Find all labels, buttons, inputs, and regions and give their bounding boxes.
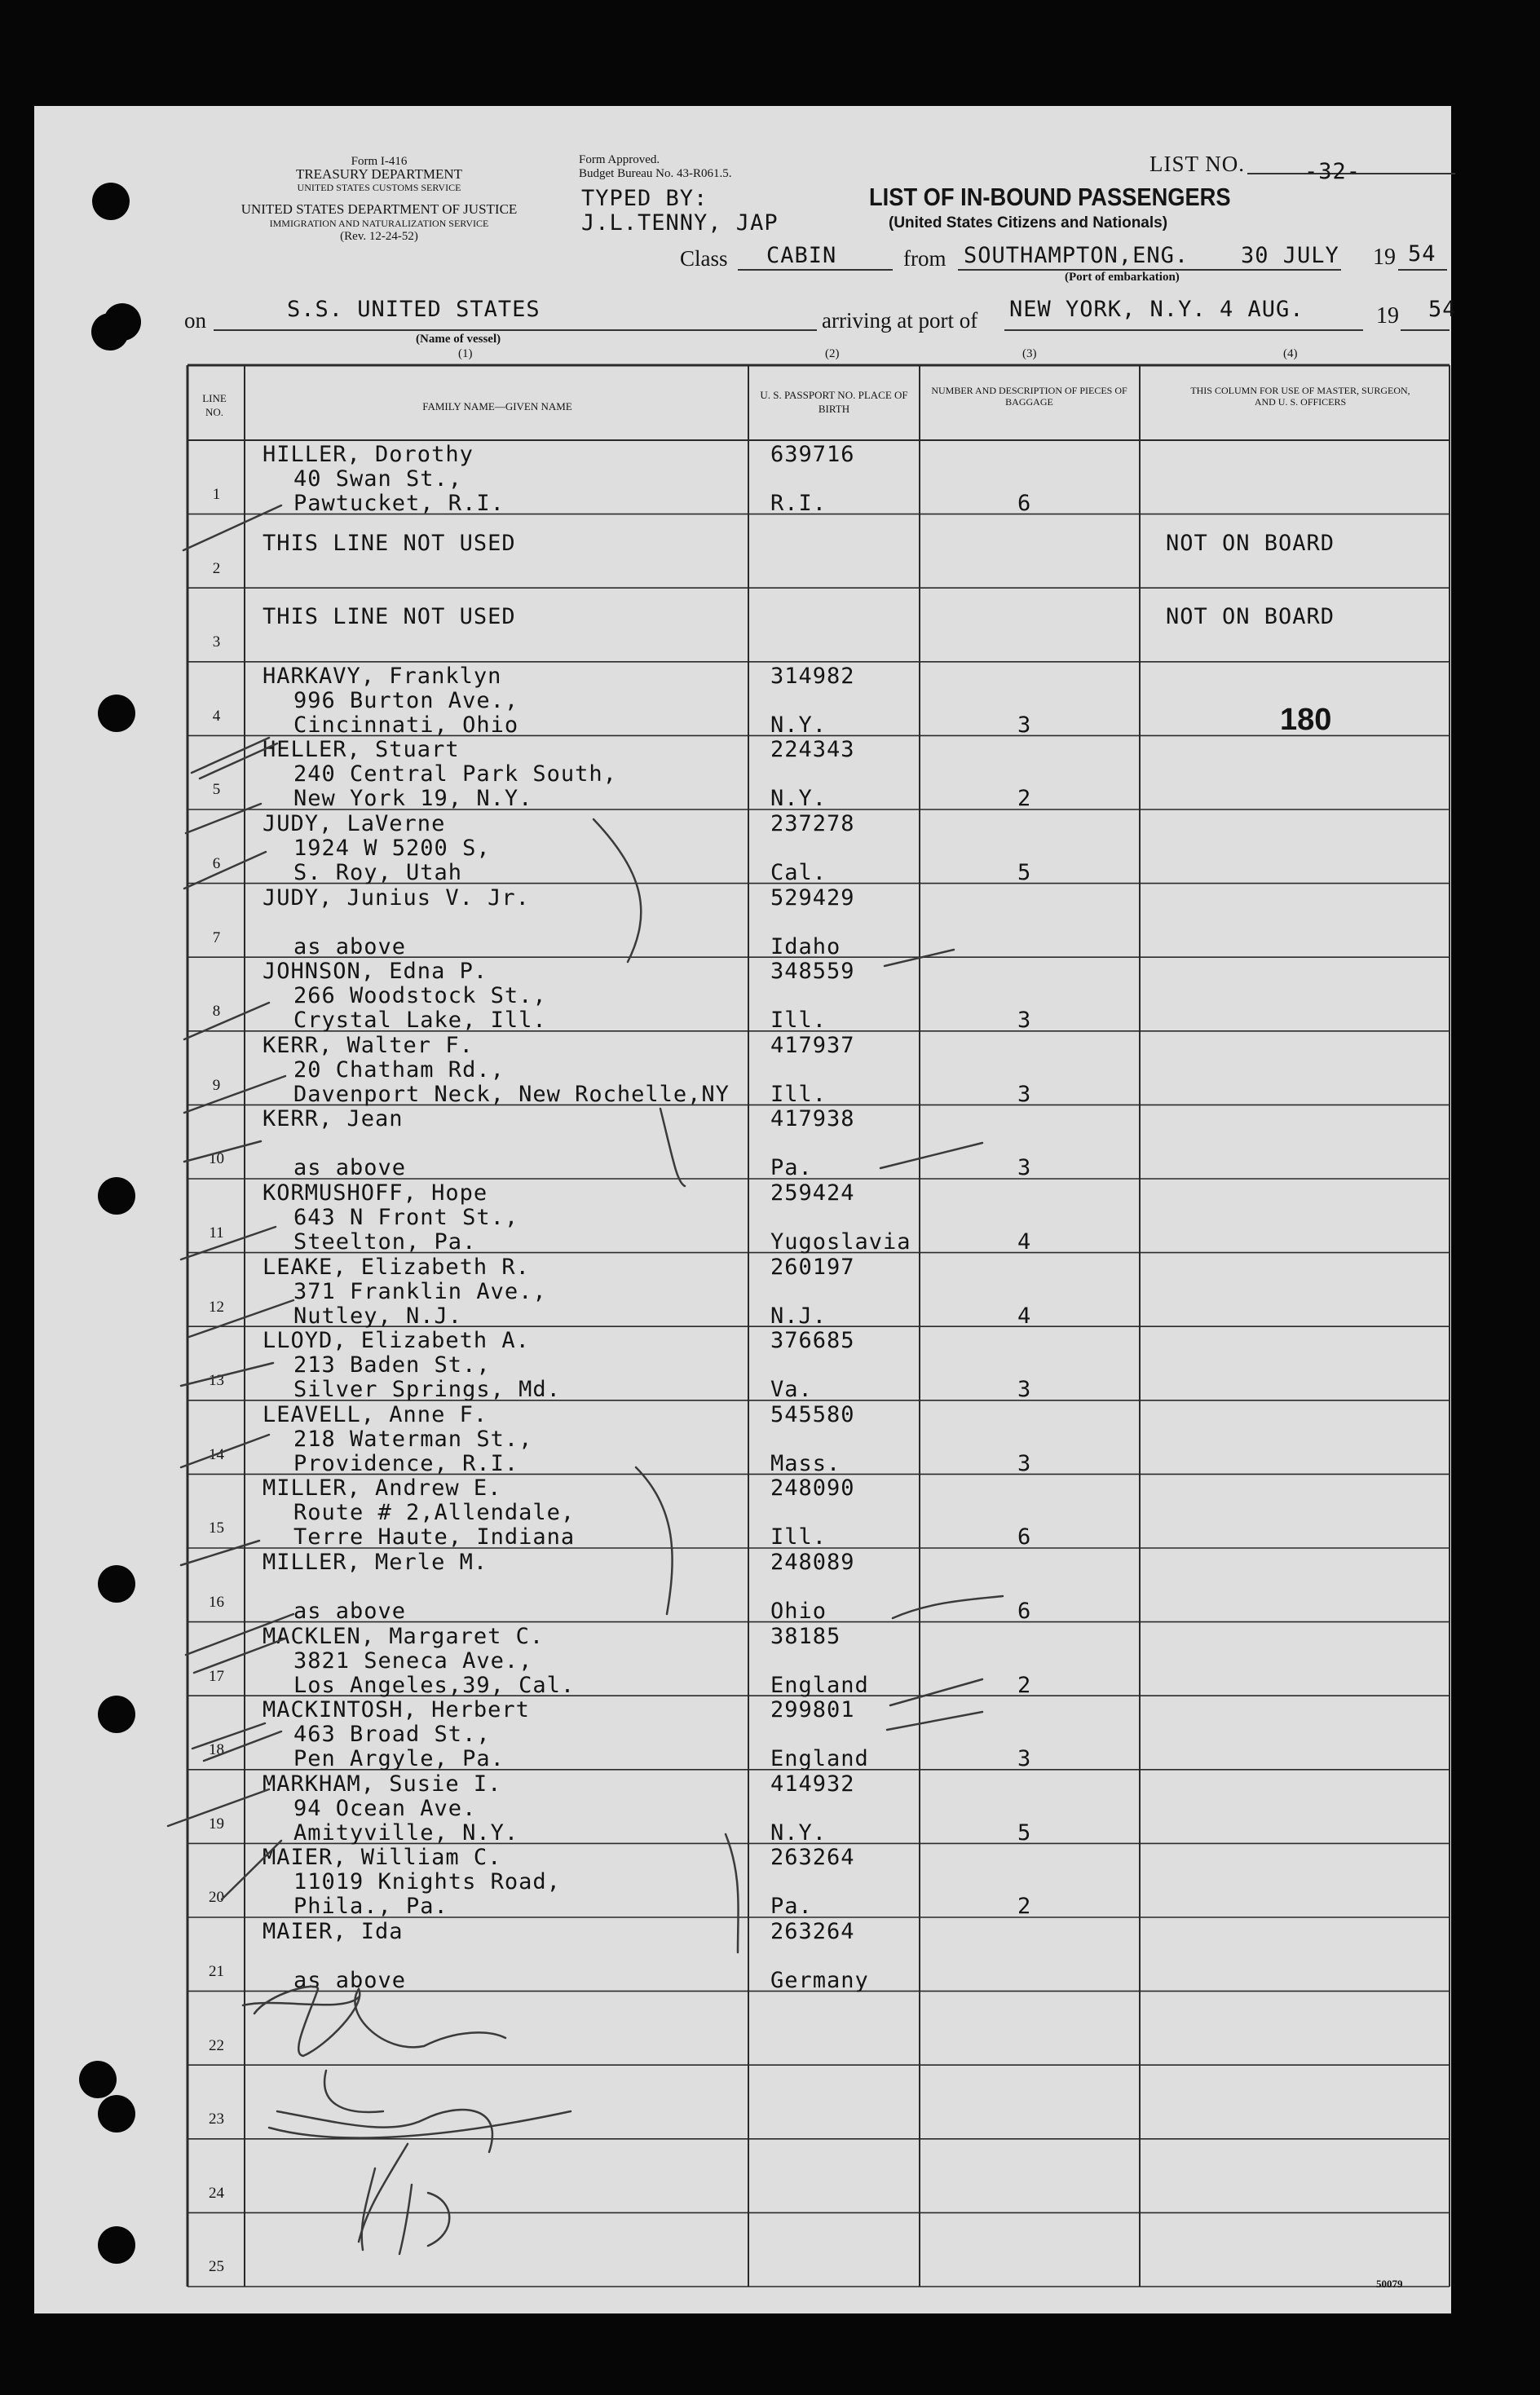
place-of-birth: Ill. [770,1008,827,1034]
passport-number: 529429 [770,884,855,911]
officer-note-number: 180 [1280,703,1332,737]
address-line-2: New York 19, N.Y. [293,786,533,812]
address-line-2: Phila., Pa. [293,1894,448,1920]
typed-by-label: TYPED BY: [581,186,708,211]
address-line-2: Providence, R.I. [293,1450,519,1476]
line-number: 24 [209,2184,224,2202]
address-line-1: 3821 Seneca Ave., [293,1647,533,1674]
passport-number: 248090 [770,1475,855,1502]
passenger-name: KORMUSHOFF, Hope [263,1180,488,1206]
address-line-2: Terre Haute, Indiana [293,1524,576,1550]
baggage-count: 3 [1017,1155,1032,1181]
passport-number: 417938 [770,1106,855,1132]
place-of-birth: Va. [770,1377,813,1403]
place-of-birth: Pa. [770,1155,813,1181]
passport-number: 314982 [770,663,855,689]
line-number: 15 [209,1519,224,1537]
address-line-2: as above [293,933,407,959]
line-number: 1 [212,486,221,503]
address-line-1: 94 Ocean Ave. [293,1795,477,1821]
passenger-name: JUDY, Junius V. Jr. [263,884,530,911]
passport-number: 299801 [770,1697,855,1723]
officer-note: NOT ON BOARD [1166,604,1335,630]
class-value: CABIN [766,243,837,268]
place-of-birth: N.Y. [770,1819,827,1846]
address-line-2: Los Angeles,39, Cal. [293,1672,576,1698]
on-label: on [184,308,206,333]
line-number: 11 [209,1224,224,1242]
passport-number: 376685 [770,1328,855,1354]
budget-bureau: Budget Bureau No. 43-R061.5. [579,167,732,180]
place-of-birth: Cal. [770,860,827,885]
address-line-1: 213 Baden St., [293,1352,491,1378]
baggage-count: 3 [1017,712,1032,738]
passport-number: 545580 [770,1401,855,1427]
passenger-name: MACKLEN, Margaret C. [263,1623,545,1649]
baggage-count: 4 [1017,1303,1032,1329]
place-of-birth: England [770,1672,869,1698]
address-line-1: 371 Franklin Ave., [293,1278,547,1304]
address-line-2: Steelton, Pa. [293,1229,477,1255]
passenger-name: LEAVELL, Anne F. [263,1401,488,1427]
line-number: 7 [212,928,221,946]
col-header-line-no: LINE NO. [202,392,227,418]
place-of-birth: N.J. [770,1303,827,1329]
address-line-2: Pen Argyle, Pa. [293,1746,505,1772]
place-of-birth: Idaho [770,933,841,959]
baggage-count: 6 [1017,491,1032,516]
col-header-officers: THIS COLUMN FOR USE OF MASTER, SURGEON, AND U. S. OFFICERS [1190,385,1410,408]
page-subtitle: (United States Citizens and Nationals) [889,214,1168,232]
line-number: 18 [209,1741,224,1759]
line-number: 3 [212,633,221,651]
passenger-name: THIS LINE NOT USED [263,530,516,556]
address-line-1: 643 N Front St., [293,1205,519,1230]
department-of-justice: UNITED STATES DEPARTMENT OF JUSTICE [240,201,518,217]
col-num-3: (3) [1022,347,1037,360]
line-number: 13 [209,1372,224,1390]
passenger-name: THIS LINE NOT USED [263,604,516,630]
baggage-count: 2 [1017,786,1032,812]
baggage-count: 5 [1017,1819,1032,1846]
page-title: LIST OF IN-BOUND PASSENGERS [869,183,1231,211]
passenger-name: MARKHAM, Susie I. [263,1771,502,1797]
passenger-name: LLOYD, Elizabeth A. [263,1328,530,1354]
line-number: 14 [209,1445,224,1463]
address-line-1: 20 Chatham Rd., [293,1056,505,1083]
col-header-baggage: NUMBER AND DESCRIPTION OF PIECES OF BAGGAGE [931,385,1127,408]
passenger-name: HARKAVY, Franklyn [263,663,502,689]
address-line-1: 218 Waterman St., [293,1426,533,1452]
line-number: 6 [212,855,221,872]
departure-date: 30 JULY [1241,243,1339,268]
col-header-passport: U. S. PASSPORT NO. PLACE OF BIRTH [760,389,908,415]
address-line-2: S. Roy, Utah [293,860,463,885]
address-line-2: Pawtucket, R.I. [293,491,505,516]
passport-number: 348559 [770,959,855,985]
baggage-count: 3 [1017,1377,1032,1403]
passenger-name: JOHNSON, Edna P. [263,959,488,985]
revision-date: (Rev. 12-24-52) [340,230,418,243]
line-number: 20 [209,1889,224,1907]
address-line-2: Davenport Neck, New Rochelle,NY [293,1081,730,1107]
col-header-name: FAMILY NAME—GIVEN NAME [422,400,572,412]
class-label: Class [680,246,728,271]
address-line-1: 266 Woodstock St., [293,983,547,1009]
col-num-2: (2) [825,347,840,360]
ins-service: IMMIGRATION AND NATURALIZATION SERVICE [269,218,489,229]
passenger-name: JUDY, LaVerne [263,811,446,836]
place-of-birth: England [770,1746,869,1772]
address-line-2: Nutley, N.J. [293,1303,463,1329]
baggage-count: 5 [1017,860,1032,885]
vessel-name: S.S. UNITED STATES [287,297,541,322]
line-number: 10 [209,1150,224,1168]
address-line-2: Cincinnati, Ohio [293,712,519,738]
passport-number: 639716 [770,442,855,467]
address-line-1: Route # 2,Allendale, [293,1500,576,1526]
passport-number: 224343 [770,737,855,763]
passport-number: 263264 [770,1919,855,1944]
passport-number: 259424 [770,1180,855,1206]
line-number: 12 [209,1298,224,1316]
address-line-1: 996 Burton Ave., [293,687,519,713]
address-line-1: 240 Central Park South, [293,761,617,787]
address-line-1: 40 Swan St., [293,466,463,492]
passport-number: 414932 [770,1771,855,1797]
form-approved: Form Approved. [579,153,660,166]
officer-note: NOT ON BOARD [1166,530,1335,556]
place-of-birth: N.Y. [770,786,827,812]
baggage-count: 2 [1017,1894,1032,1920]
baggage-count: 6 [1017,1599,1032,1624]
line-number: 25 [209,2258,224,2276]
place-of-birth: R.I. [770,491,827,516]
address-line-2: Amityville, N.Y. [293,1819,519,1846]
line-number: 22 [209,2036,224,2054]
passenger-name: KERR, Walter F. [263,1032,474,1058]
vessel-caption: (Name of vessel) [416,333,501,346]
address-line-1: 1924 W 5200 S, [293,836,491,861]
form-serial-number: 50079 [1376,2278,1403,2290]
address-line-1: 463 Broad St., [293,1722,491,1748]
departure-year-suffix: 54 [1408,241,1436,267]
arrival-year-prefix: 19 [1376,303,1399,329]
arrival-year-suffix: 54 [1428,297,1457,322]
address-line-1: 11019 Knights Road, [293,1869,561,1895]
arrival-port: NEW YORK, N.Y. [1009,297,1207,322]
line-number: 19 [209,1815,224,1833]
place-of-birth: N.Y. [770,712,827,738]
passport-number: 237278 [770,811,855,836]
baggage-count: 3 [1017,1450,1032,1476]
departure-year-prefix: 19 [1373,245,1396,270]
customs-service: UNITED STATES CUSTOMS SERVICE [297,182,461,193]
list-no-label: LIST NO. [1149,152,1246,176]
treasury-department: TREASURY DEPARTMENT [295,166,463,182]
from-label: from [903,246,947,271]
line-number: 4 [212,707,221,725]
vessel-column-number: (1) [458,347,473,360]
place-of-birth: Germany [770,1968,869,1993]
passenger-name: MACKINTOSH, Herbert [263,1697,530,1723]
place-of-birth: Yugoslavia [770,1229,911,1255]
baggage-count: 2 [1017,1672,1032,1698]
address-line-2: as above [293,1155,407,1181]
address-line-2: as above [293,1968,407,1993]
place-of-birth: Pa. [770,1894,813,1920]
passenger-name: MAIER, William C. [263,1845,502,1871]
passenger-name: LEAKE, Elizabeth R. [263,1254,530,1280]
port-of-embarkation: SOUTHAMPTON,ENG. [964,243,1189,268]
typed-by-value: J.L.TENNY, JAP [581,210,779,236]
passport-number: 38185 [770,1623,841,1649]
arrival-date: 4 AUG. [1220,297,1304,322]
passport-number: 248089 [770,1550,855,1575]
address-line-2: as above [293,1599,407,1624]
line-number: 9 [212,1076,221,1094]
place-of-birth: Mass. [770,1450,841,1476]
passport-number: 417937 [770,1032,855,1058]
col-num-4: (4) [1283,347,1298,360]
address-line-2: Silver Springs, Md. [293,1377,561,1403]
line-number: 5 [212,781,221,799]
passenger-name: KERR, Jean [263,1106,404,1132]
embarkation-caption: (Port of embarkation) [1065,271,1180,284]
passport-number: 260197 [770,1254,855,1280]
passenger-name: MAIER, Ida [263,1919,404,1944]
form-number: Form I-416 [351,155,408,168]
passenger-name: HELLER, Stuart [263,737,460,763]
line-number: 17 [209,1667,224,1685]
passenger-name: MILLER, Andrew E. [263,1475,502,1502]
passport-number: 263264 [770,1845,855,1871]
baggage-count: 4 [1017,1229,1032,1255]
line-number: 2 [212,559,221,577]
line-number: 23 [209,2111,224,2128]
place-of-birth: Ohio [770,1599,827,1624]
passenger-name: HILLER, Dorothy [263,442,474,467]
place-of-birth: Ill. [770,1524,827,1550]
place-of-birth: Ill. [770,1081,827,1107]
line-number: 16 [209,1594,224,1611]
arriving-label: arriving at port of [822,308,978,333]
line-number: 21 [209,1963,224,1980]
baggage-count: 6 [1017,1524,1032,1550]
list-no-value: -32- [1304,159,1361,184]
baggage-count: 3 [1017,1081,1032,1107]
baggage-count: 3 [1017,1008,1032,1034]
baggage-count: 3 [1017,1746,1032,1772]
line-number: 8 [212,1003,221,1021]
address-line-2: Crystal Lake, Ill. [293,1008,547,1034]
passenger-name: MILLER, Merle M. [263,1550,488,1575]
